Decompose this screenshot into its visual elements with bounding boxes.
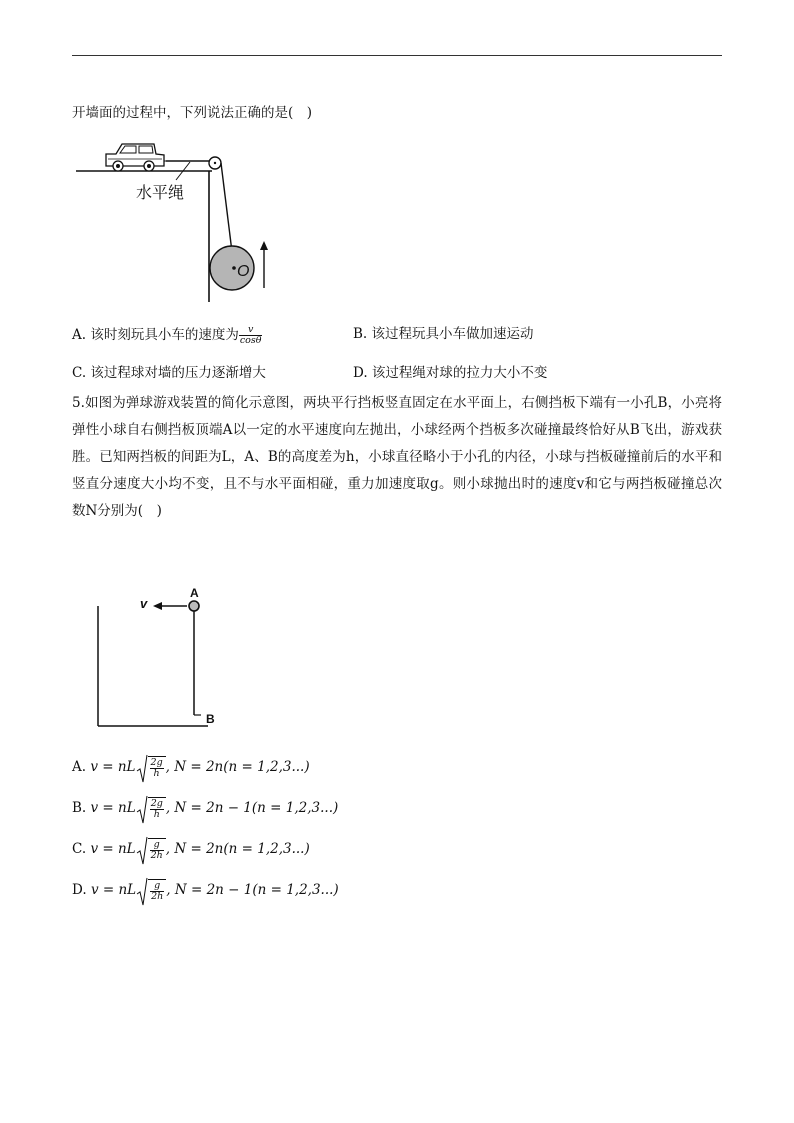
velocity-label: v <box>140 596 148 611</box>
option-5d: D. v = nL $\frac{g}{2h}$ , N = 2n − 1(n = 1,2,3...) <box>72 879 339 902</box>
option-5b: B. v = nL $\frac{2g}{h}$ , N = 2n − 1(n = 1,2,3...) <box>72 797 338 820</box>
arrow-head-icon <box>260 241 268 250</box>
option-4b: B. 该过程玩具小车做加速运动 <box>353 326 534 342</box>
toy-car-icon <box>106 144 168 171</box>
option-4c: C. 该过程球对墙的压力逐渐增大 <box>72 365 266 381</box>
figure-car-ball <box>72 130 292 305</box>
option-5a: A. v = nL $\frac{2g}{h}$ , N = 2n(n = 1,2,3...) <box>72 756 310 779</box>
ball-a <box>189 601 199 611</box>
option-5c: C. v = nL $\frac{g}{2h}$ , N = 2n(n = 1,2,3...) <box>72 838 310 861</box>
option-4d: D. 该过程绳对球的拉力大小不变 <box>353 365 548 381</box>
header-rule <box>72 55 722 56</box>
question-5-stem: 5.如图为弹球游戏装置的简化示意图，两块平行挡板竖直固定在水平面上，右侧挡板下端有一小孔B，小亮将弹性小球自右侧挡板顶端A以一定的水平速度向左抛出，小球经两个挡板多次碰撞最终恰好从B飞出，游戏获胜。已知两挡板的间距为L，A、B的高度差为h，小球直径略小于小孔的内径，小球与挡板碰撞前后的水平和竖直分速度大小均不变，且不与水平面相碰，重力加速度取g。则小球抛出时的速度v和它与两挡板碰撞总次数N分别为( ) <box>72 395 722 519</box>
question-4-stem-tail: 开墙面的过程中，下列说法正确的是( ) <box>72 105 313 121</box>
point-b-label: B <box>206 712 215 726</box>
ball-center-label: O <box>237 263 250 280</box>
figure-two-plates <box>90 582 240 732</box>
option-4a: A. 该时刻玩具小车的速度为 $\frac{v}{\cos\theta}$ <box>72 324 262 346</box>
point-a-label: A <box>190 586 199 600</box>
arrow-left-icon <box>153 602 162 610</box>
rope-label: 水平绳 <box>136 185 185 202</box>
